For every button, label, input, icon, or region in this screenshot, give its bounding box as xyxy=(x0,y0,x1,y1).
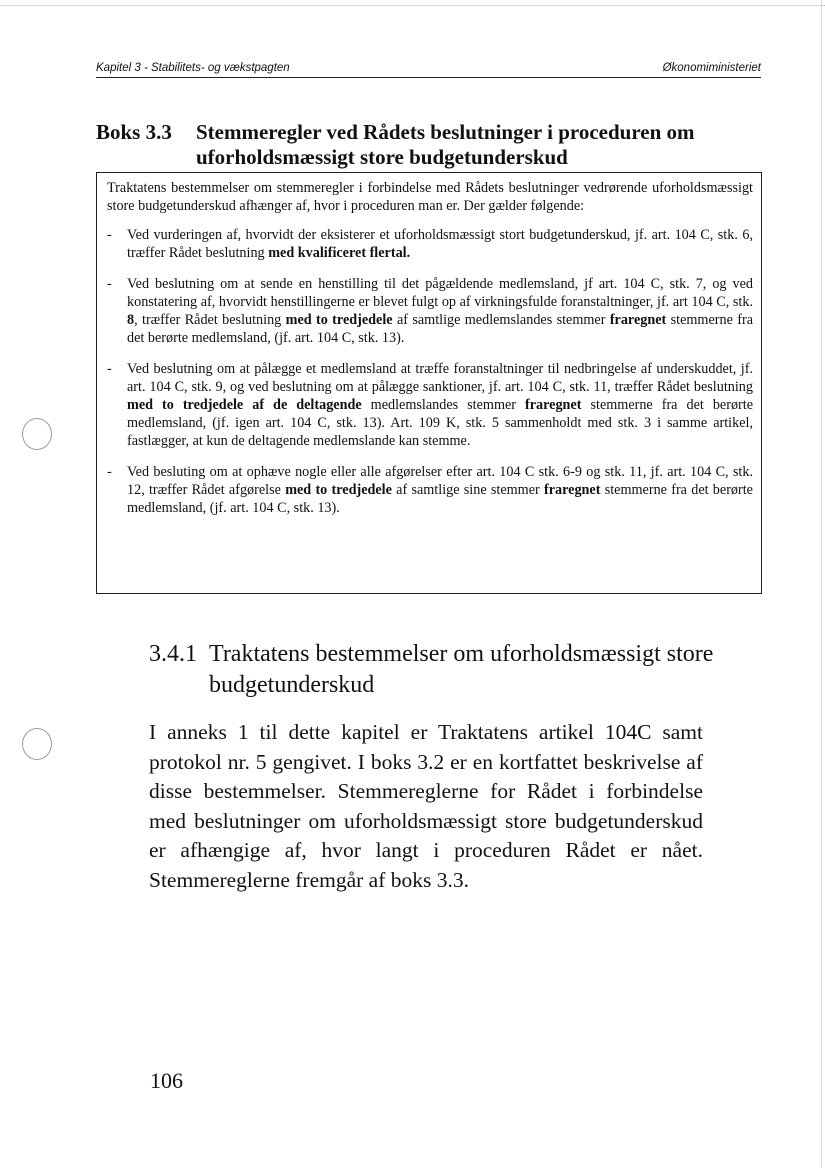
list-dash: - xyxy=(107,227,112,243)
page-edge-top xyxy=(0,5,825,6)
rules-list xyxy=(107,226,753,517)
list-item xyxy=(107,275,753,347)
item-emphasis: med to tredjedele xyxy=(285,312,393,328)
punch-hole-icon xyxy=(22,728,52,760)
item-text: Ved vurderingen af, hvorvidt der eksisterer et uforholdsmæssigt stort budgetunderskud, jf. art. 104 C, stk. 6, træffer Rådet beslutning xyxy=(127,227,753,261)
running-header-chapter: Kapitel 3 - Stabilitets- og vækstpagten xyxy=(96,62,290,74)
section-heading xyxy=(149,639,749,701)
box-title: Stemmeregler ved Rådets beslutninger i proceduren om uforholdsmæssigt store budgetunderskud xyxy=(196,120,695,169)
page-number: 106 xyxy=(150,1068,183,1093)
item-emphasis: med kvalificeret flertal. xyxy=(268,245,411,261)
list-dash: - xyxy=(107,464,112,480)
section-number: 3.4.1 xyxy=(149,641,197,667)
item-text: stemmerne fra det berørte medlemsland, (jf. igen art. 104 C, stk. 13). Art. 109 K, stk. 5 sammenholdt med stk. 3 i samme artikel, fastlægger, at kun de deltagende medlemslande kan stemme. xyxy=(127,397,753,449)
item-text: af samtlige medlemslandes stemmer xyxy=(392,312,610,328)
item-text: af samtlige sine stemmer xyxy=(391,482,544,498)
section-title: Traktatens bestemmelser om uforholdsmæssigt store budgetunderskud xyxy=(209,641,714,698)
item-text: Ved besluting om at ophæve nogle eller alle afgørelser efter art. 104 C stk. 6-9 og stk. 11, jf. art. 104 C, stk. 12, træffer Rådet afgørelse xyxy=(127,464,753,498)
item-text: Ved beslutning om at pålægge et medlemsland at træffe foranstaltninger til nedbringelse af underskuddet, jf. art. 104 C, stk. 9, og ved beslutning om at pålægge sanktioner, jf. art. 104 C, stk. 11, træffer Rådet beslutning xyxy=(127,361,753,395)
item-emphasis: 8 xyxy=(127,312,135,328)
list-dash: - xyxy=(107,361,112,377)
rules-box xyxy=(96,172,762,594)
running-header xyxy=(96,62,761,78)
item-emphasis: fraregnet xyxy=(525,397,582,413)
item-emphasis: fraregnet xyxy=(544,482,601,498)
list-dash: - xyxy=(107,276,112,292)
item-emphasis: med to tredjedele xyxy=(285,482,392,498)
item-text: medlemslandes stemmer xyxy=(361,397,526,413)
punch-hole-icon xyxy=(22,418,52,450)
item-emphasis: med to tredjedele af de deltagende xyxy=(127,397,362,413)
item-text: stemmerne fra det berørte medlemsland, (jf. art. 104 C, stk. 13). xyxy=(127,482,753,516)
list-item xyxy=(107,360,753,450)
list-item xyxy=(107,226,753,262)
box-label: Boks 3.3 xyxy=(96,120,172,144)
box-intro: Traktatens bestemmelser om stemmeregler i forbindelse med Rådets beslutninger vedrørende uforholdsmæssigt store budgetunderskud afhænger af, hvor i proceduren man er. Der gælder følgende: xyxy=(107,180,753,214)
running-header-ministry: Økonomiministeriet xyxy=(662,62,761,74)
body-paragraph: I anneks 1 til dette kapitel er Traktatens artikel 104C samt protokol nr. 5 gengivet. I boks 3.2 er en kortfattet beskrivelse af disse bestemmelser. Stemmereglerne for Rådet i forbindelse med beslutninger om uforholdsmæssigt store budgetunderskud er afhængige af, hvor langt i proceduren Rådet er nået. Stemmereglerne fremgår af boks 3.3. xyxy=(149,720,703,892)
list-item xyxy=(107,463,753,517)
item-text: stemmerne fra det berørte medlemsland, (jf. art. 104 C, stk. 13). xyxy=(127,312,753,346)
item-emphasis: fraregnet xyxy=(609,312,667,328)
item-text: Ved beslutning om at sende en henstilling til det pågældende medlemsland, jf art. 104 C, stk. 7, og ved konstatering af, hvorvidt henstillingerne er blevet fulgt op af virkningsfulde foranstaltninger, jf. art 104 C, stk. xyxy=(127,276,753,310)
item-text: , træffer Rådet beslutning xyxy=(134,312,286,328)
box-heading xyxy=(96,120,768,170)
page-edge-right xyxy=(821,0,822,1168)
